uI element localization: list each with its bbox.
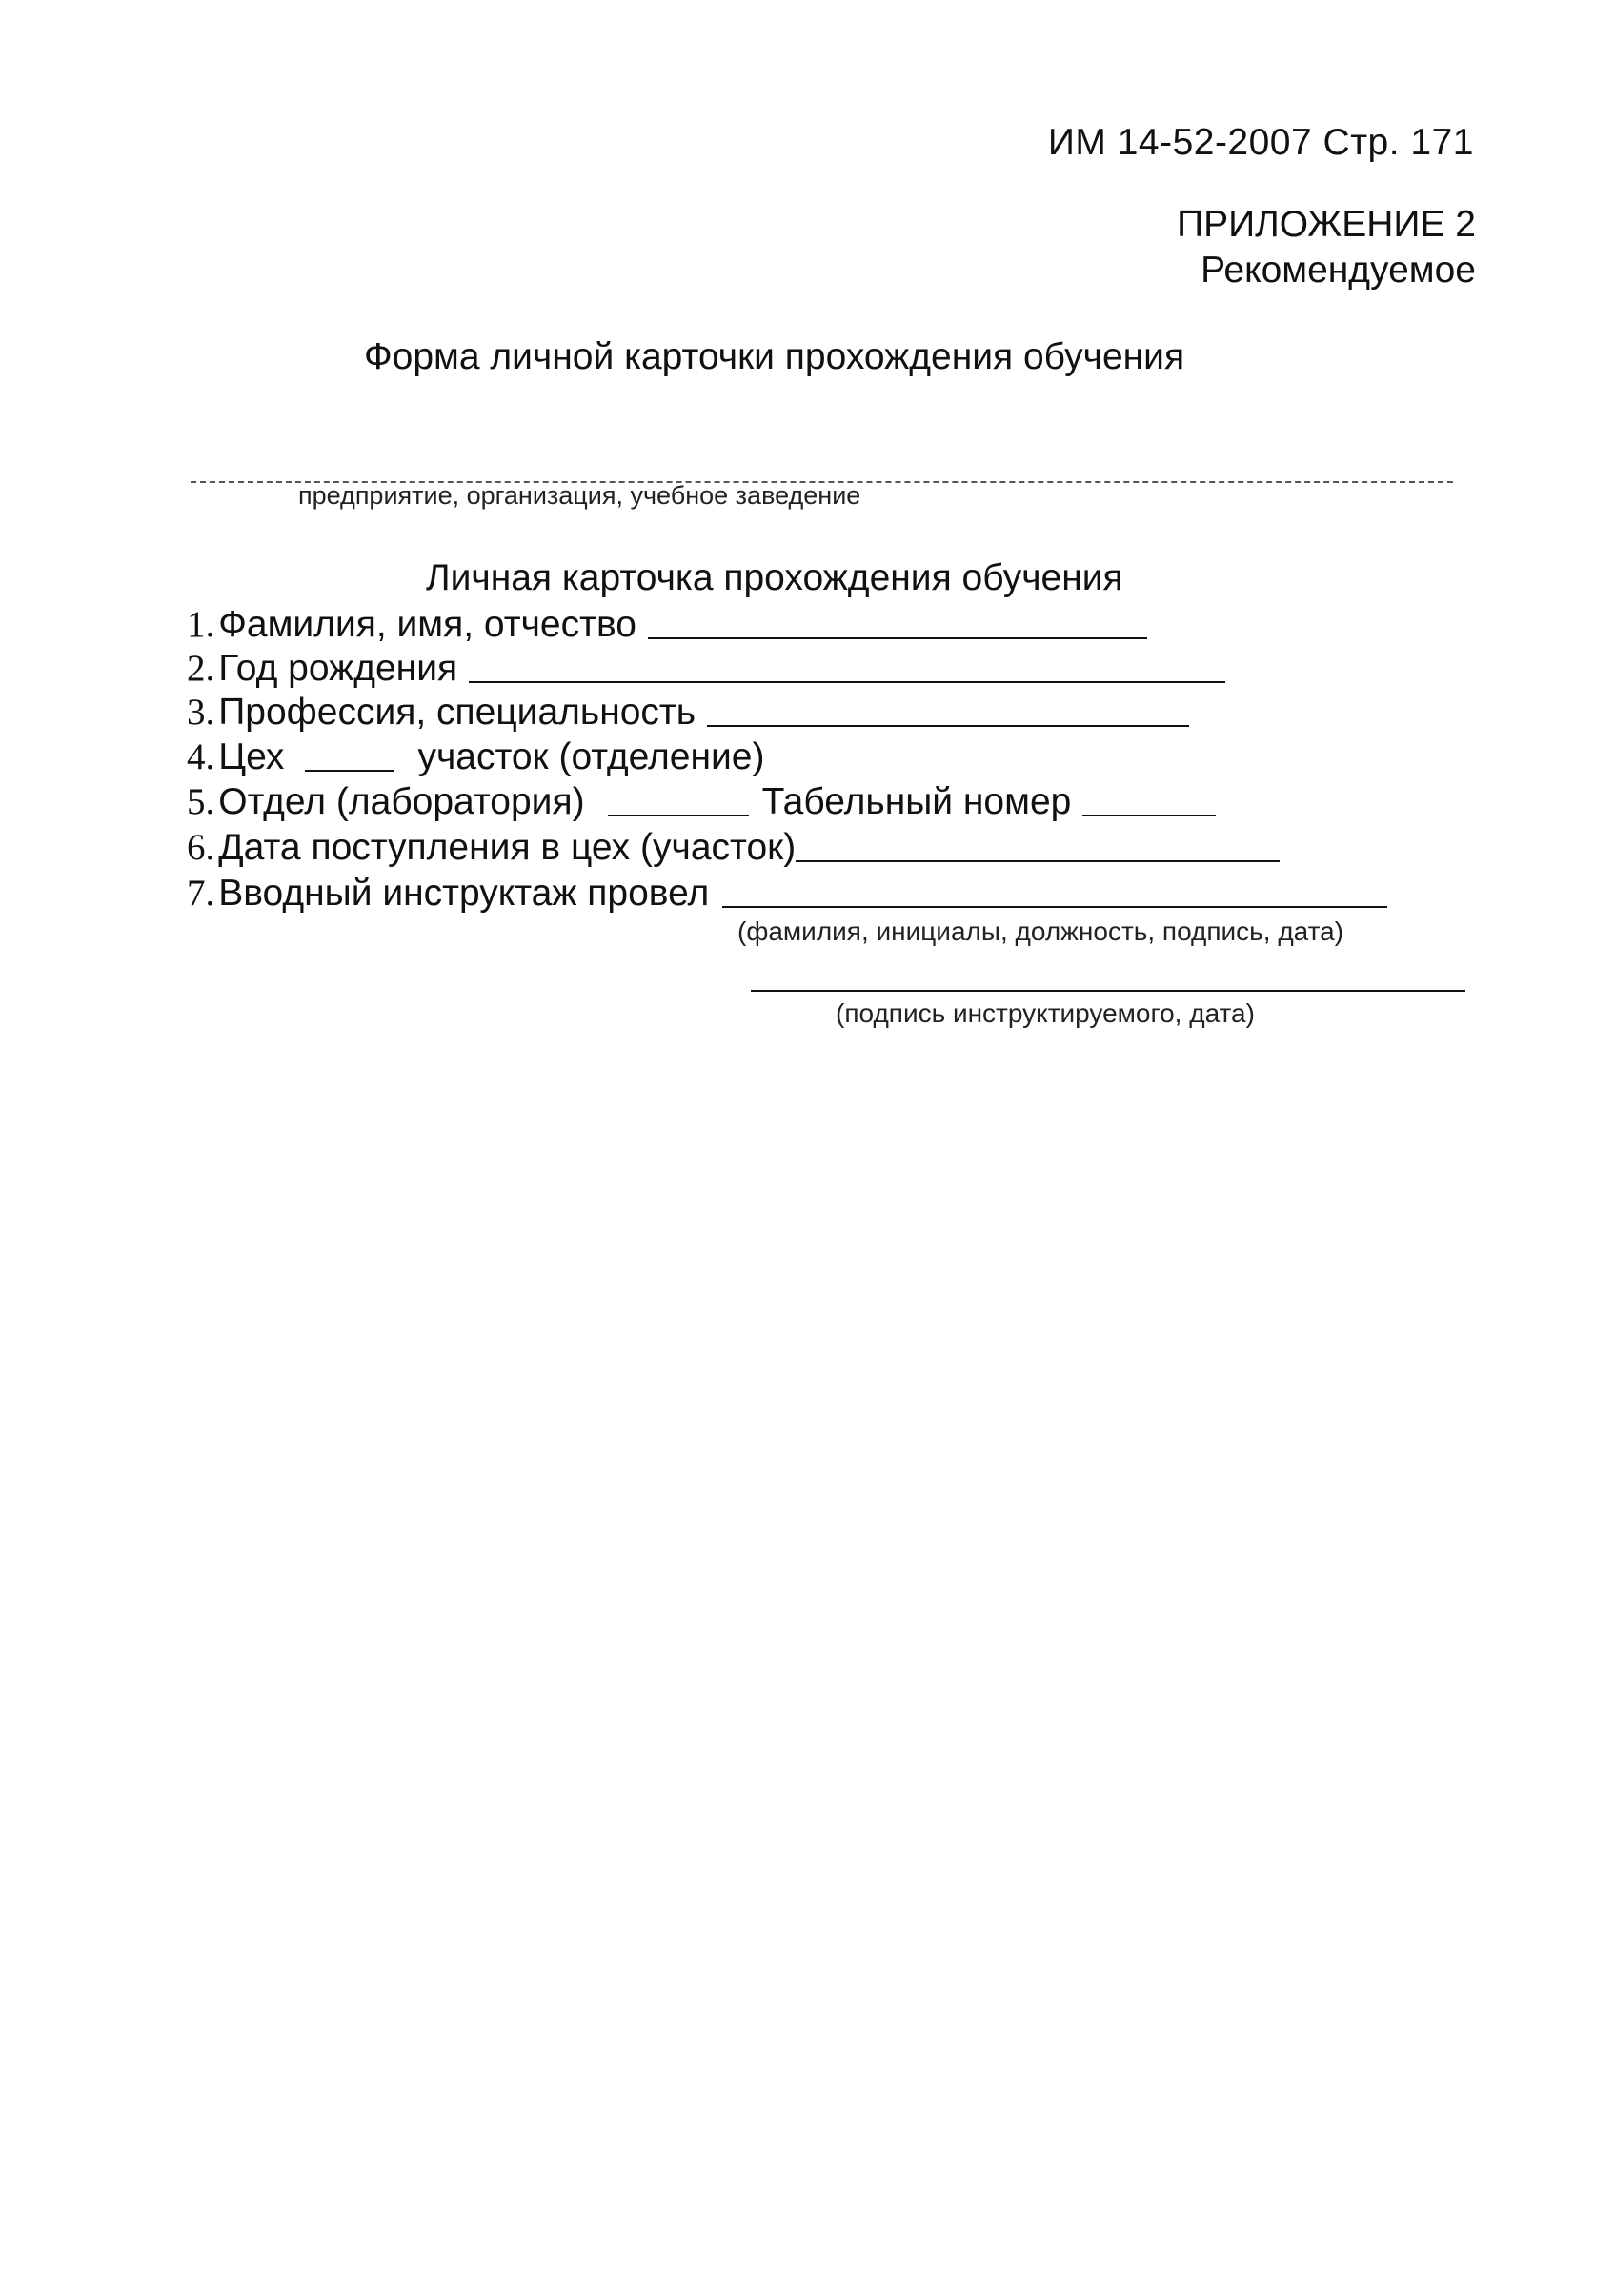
appendix-label: ПРИЛОЖЕНИЕ 2 — [1177, 204, 1476, 245]
field-number: 6. — [187, 827, 215, 868]
birth-year-blank — [469, 681, 1225, 683]
field-induction-instructor — [187, 871, 1387, 915]
field-label: Цех — [218, 736, 285, 777]
field-number: 7. — [187, 873, 215, 914]
field-birth-year — [187, 646, 1225, 690]
field-number: 3. — [187, 692, 215, 733]
trainee-caption: (подпись инструктируемого, дата) — [836, 998, 1255, 1028]
field-label: Фамилия, имя, отчество — [218, 604, 636, 645]
field-workshop — [187, 735, 764, 778]
full-name-blank — [648, 637, 1147, 639]
field-label-secondary: участок (отделение) — [417, 736, 765, 777]
department-blank — [608, 815, 749, 816]
form-title: Форма личной карточки прохождения обучения — [364, 336, 1185, 377]
field-label: Вводный инструктаж провел — [218, 873, 710, 914]
field-label: Отдел (лаборатория) — [218, 781, 585, 822]
field-workshop-entry-date — [187, 825, 1280, 869]
instructor-caption: (фамилия, инициалы, должность, подпись, дата) — [737, 916, 1344, 946]
field-label: Год рождения — [218, 648, 458, 689]
card-title: Личная карточка прохождения обучения — [426, 557, 1123, 598]
personnel-number-blank — [1082, 815, 1216, 816]
trainee-signature-line — [751, 990, 1465, 992]
organization-caption: предприятие, организация, учебное заведение — [298, 481, 861, 510]
appendix-status: Рекомендуемое — [1201, 250, 1476, 291]
field-number: 5. — [187, 781, 215, 822]
field-full-name — [187, 602, 1147, 646]
field-number: 2. — [187, 648, 215, 689]
document-reference: ИМ 14-52-2007 Стр. 171 — [1047, 122, 1474, 163]
entry-date-blank — [796, 860, 1280, 862]
workshop-blank — [305, 770, 394, 772]
field-number: 4. — [187, 736, 215, 777]
field-profession — [187, 690, 1189, 734]
instructor-blank — [722, 906, 1387, 908]
field-label: Профессия, специальность — [218, 692, 696, 733]
field-department — [187, 779, 1216, 823]
field-label: Дата поступления в цех (участок) — [218, 827, 797, 868]
field-label-secondary: Табельный номер — [761, 781, 1072, 822]
profession-blank — [707, 725, 1189, 727]
field-number: 1. — [187, 604, 215, 645]
